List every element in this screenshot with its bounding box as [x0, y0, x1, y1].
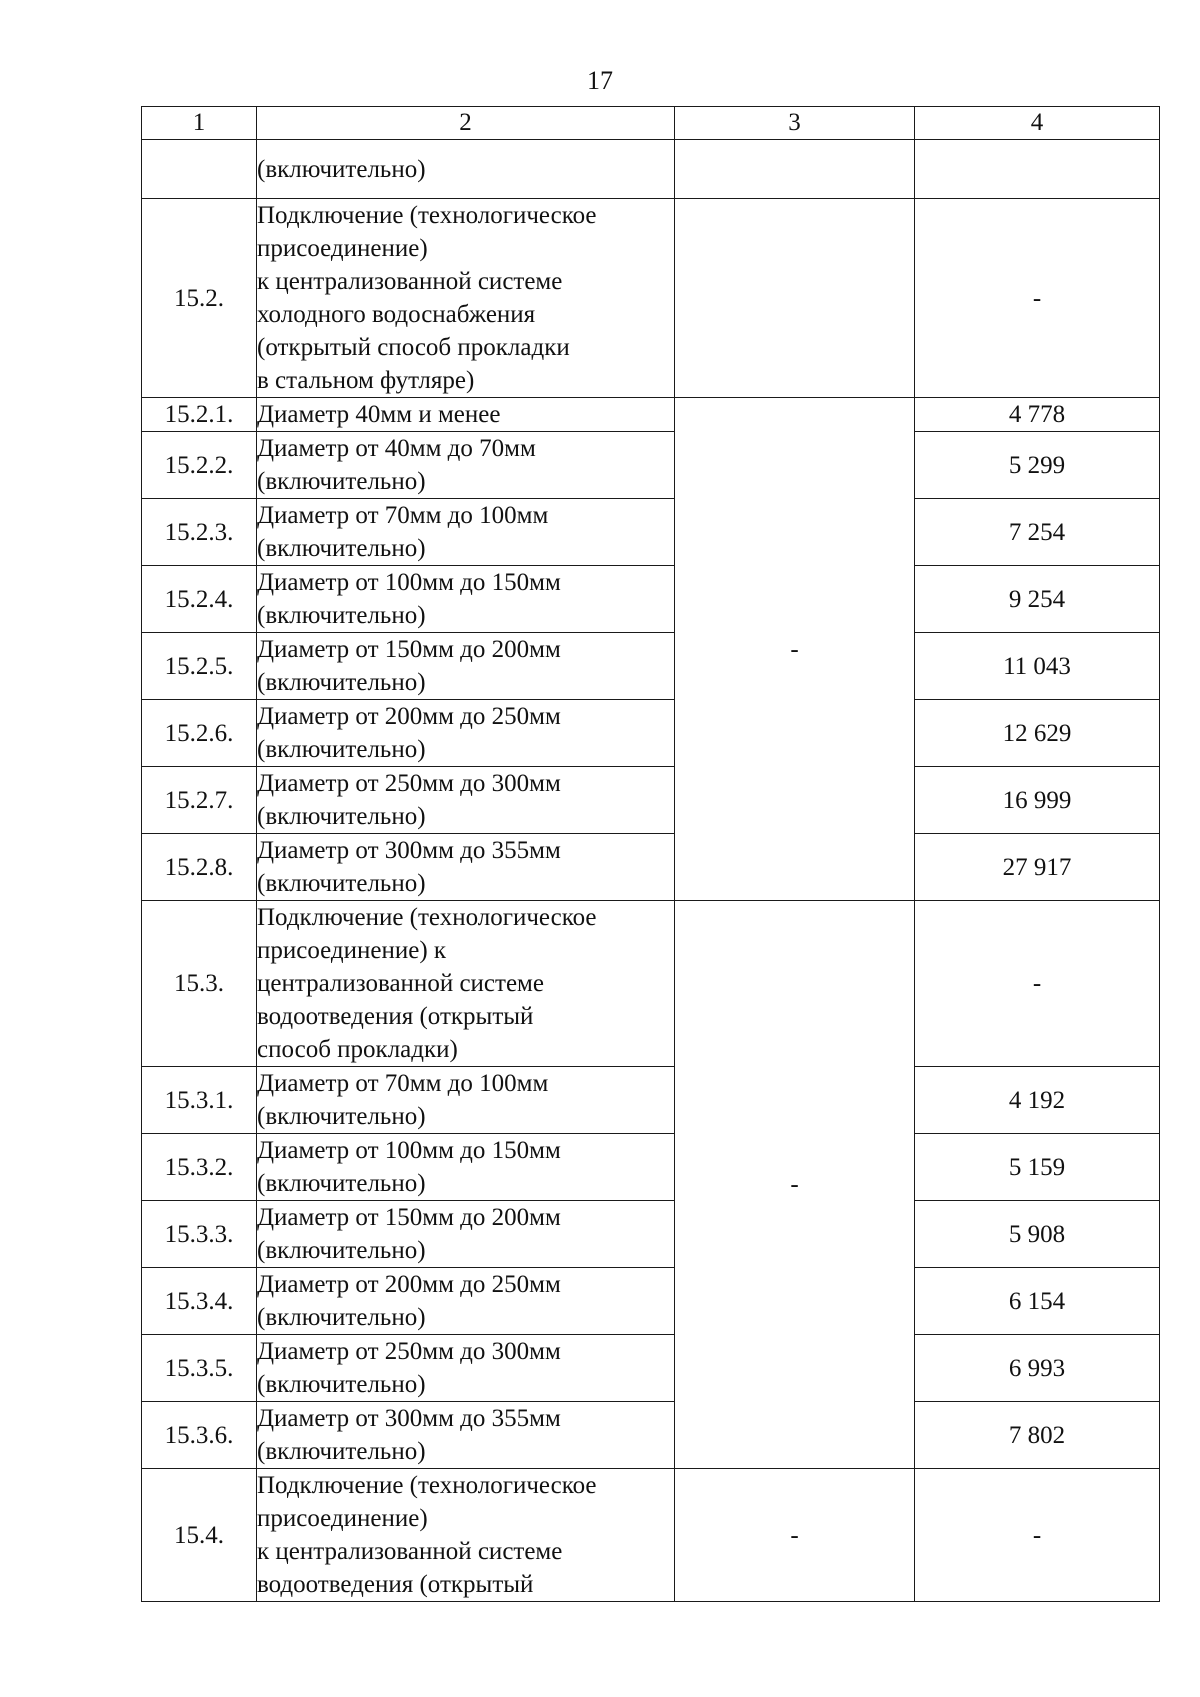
row-col4: - [915, 901, 1160, 1067]
row-description [257, 767, 675, 834]
header-col-2: 2 [257, 107, 675, 140]
description-line: Диаметр от 100мм до 150мм [257, 1137, 561, 1164]
table-row [142, 566, 1160, 633]
row-value: 16 999 [915, 767, 1160, 834]
page-number: 17 [587, 66, 613, 95]
row-number [142, 140, 257, 199]
table-body [142, 140, 1160, 1602]
description-line: (открытый способ прокладки [257, 334, 570, 361]
row-number: 15.4. [142, 1469, 257, 1602]
table-row [142, 1201, 1160, 1268]
tariff-table [141, 106, 1160, 1602]
row-number: 15.3.2. [142, 1134, 257, 1201]
group-col3-dash: - [675, 398, 915, 901]
description-line: Диаметр от 40мм до 70мм [257, 435, 536, 462]
table-row [142, 398, 1160, 432]
section-row-15-4 [142, 1469, 1160, 1602]
table-row [142, 1268, 1160, 1335]
description-line: (включительно) [257, 1103, 426, 1130]
description-line: (включительно) [257, 870, 426, 897]
table-row [142, 1402, 1160, 1469]
description-line: холодного водоснабжения [257, 301, 536, 328]
description-line: к централизованной системе [257, 1538, 563, 1565]
row-description [257, 432, 675, 499]
description-line: (включительно) [257, 535, 426, 562]
row-col4 [915, 140, 1160, 199]
row-col3 [675, 199, 915, 398]
row-number: 15.3.4. [142, 1268, 257, 1335]
description-line: Диаметр от 200мм до 250мм [257, 1271, 561, 1298]
description-line: присоединение) [257, 235, 428, 262]
row-number: 15.3.3. [142, 1201, 257, 1268]
row-number: 15.2. [142, 199, 257, 398]
description-line: водоотведения (открытый [257, 1003, 534, 1030]
description-line: Диаметр от 150мм до 200мм [257, 636, 561, 663]
row-value: 6 154 [915, 1268, 1160, 1335]
row-description [257, 1067, 675, 1134]
row-value: 9 254 [915, 566, 1160, 633]
row-value: 12 629 [915, 700, 1160, 767]
row-description [257, 1268, 675, 1335]
description-line: Подключение (технологическое [257, 904, 597, 931]
description-line: в стальном футляре) [257, 367, 475, 394]
table-row [142, 1134, 1160, 1201]
row-description [257, 901, 675, 1067]
description-line: Диаметр от 70мм до 100мм [257, 1070, 549, 1097]
description-line: (включительно) [257, 1438, 426, 1465]
row-value: 5 159 [915, 1134, 1160, 1201]
table-row [142, 834, 1160, 901]
row-description: (включительно) [257, 140, 675, 199]
row-number: 15.2.6. [142, 700, 257, 767]
header-row [142, 107, 1160, 140]
table-row [142, 1067, 1160, 1134]
row-number: 15.2.8. [142, 834, 257, 901]
description-line: Диаметр от 250мм до 300мм [257, 770, 561, 797]
row-description [257, 1201, 675, 1268]
description-line: Диаметр от 200мм до 250мм [257, 703, 561, 730]
row-value: 7 802 [915, 1402, 1160, 1469]
description-line: присоединение) к [257, 937, 447, 964]
table-row [142, 767, 1160, 834]
description-line: Подключение (технологическое [257, 1472, 597, 1499]
description-line: Диаметр от 70мм до 100мм [257, 502, 549, 529]
row-description [257, 499, 675, 566]
header-col-4: 4 [915, 107, 1160, 140]
row-number: 15.3.6. [142, 1402, 257, 1469]
row-value: 5 299 [915, 432, 1160, 499]
description-line: к централизованной системе [257, 268, 563, 295]
description-line: способ прокладки) [257, 1036, 458, 1063]
row-description [257, 398, 675, 432]
row-description [257, 566, 675, 633]
description-line: (включительно) [257, 602, 426, 629]
description-line: водоотведения (открытый [257, 1571, 534, 1598]
row-col4: - [915, 199, 1160, 398]
description-line: (включительно) [257, 736, 426, 763]
description-line: Диаметр 40мм и менее [257, 401, 501, 428]
description-line: Диаметр от 300мм до 355мм [257, 1405, 561, 1432]
row-number: 15.3.5. [142, 1335, 257, 1402]
row-value: 5 908 [915, 1201, 1160, 1268]
row-description [257, 700, 675, 767]
continuation-row [142, 140, 1160, 199]
row-value: 7 254 [915, 499, 1160, 566]
row-value: 11 043 [915, 633, 1160, 700]
row-col3 [675, 140, 915, 199]
description-line: Диаметр от 300мм до 355мм [257, 837, 561, 864]
row-number: 15.2.4. [142, 566, 257, 633]
description-line: Диаметр от 100мм до 150мм [257, 569, 561, 596]
row-description [257, 199, 675, 398]
row-number: 15.2.1. [142, 398, 257, 432]
row-description [257, 1335, 675, 1402]
header-col-3: 3 [675, 107, 915, 140]
row-value: 4 778 [915, 398, 1160, 432]
row-value: 27 917 [915, 834, 1160, 901]
row-number: 15.2.5. [142, 633, 257, 700]
row-number: 15.2.2. [142, 432, 257, 499]
section-row-15-3 [142, 901, 1160, 1067]
description-line: (включительно) [257, 1170, 426, 1197]
description-line: (включительно) [257, 803, 426, 830]
row-col4: - [915, 1469, 1160, 1602]
group-col3-dash: - [675, 901, 915, 1469]
row-description [257, 1134, 675, 1201]
description-line: (включительно) [257, 468, 426, 495]
row-value: 6 993 [915, 1335, 1160, 1402]
description-line: присоединение) [257, 1505, 428, 1532]
description-line: Подключение (технологическое [257, 202, 597, 229]
row-description [257, 633, 675, 700]
row-description [257, 1402, 675, 1469]
row-number: 15.2.7. [142, 767, 257, 834]
table-row [142, 633, 1160, 700]
row-number: 15.3.1. [142, 1067, 257, 1134]
description-line: централизованной системе [257, 970, 544, 997]
row-number: 15.2.3. [142, 499, 257, 566]
description-line: Диаметр от 250мм до 300мм [257, 1338, 561, 1365]
row-number: 15.3. [142, 901, 257, 1067]
section-row-15-2 [142, 199, 1160, 398]
table-row [142, 700, 1160, 767]
description-line: (включительно) [257, 1371, 426, 1398]
description-line: (включительно) [257, 669, 426, 696]
row-description [257, 834, 675, 901]
description-line: Диаметр от 150мм до 200мм [257, 1204, 561, 1231]
description-line: (включительно) [257, 1304, 426, 1331]
row-description [257, 1469, 675, 1602]
row-col3: - [675, 1469, 915, 1602]
header-col-1: 1 [142, 107, 257, 140]
row-value: 4 192 [915, 1067, 1160, 1134]
description-line: (включительно) [257, 1237, 426, 1264]
table-row [142, 499, 1160, 566]
table-row [142, 432, 1160, 499]
table-row [142, 1335, 1160, 1402]
